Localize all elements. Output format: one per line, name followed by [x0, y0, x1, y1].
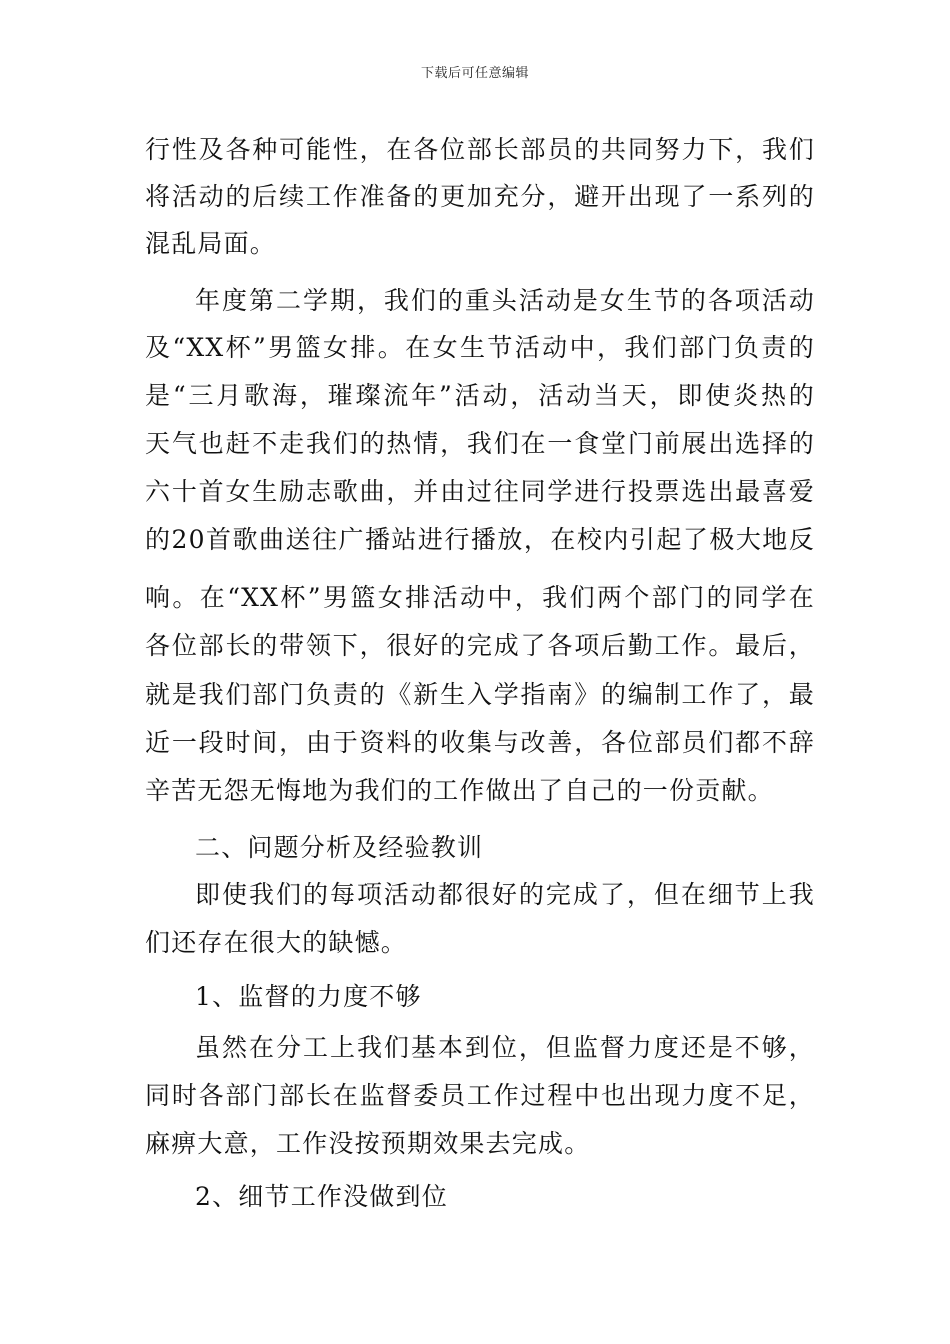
text-line: 将活动的后续工作准备的更加充分，避开出现了一系列的 — [145, 182, 815, 211]
subsection-heading: 2、细节工作没做到位 — [195, 1182, 448, 1211]
page-header: 下载后可任意编辑 — [420, 66, 529, 81]
subsection-heading: 1、监督的力度不够 — [195, 982, 422, 1011]
text-line: 就是我们部门负责的《新生入学指南》的编制工作了，最 — [145, 680, 815, 709]
text-line: 六十首女生励志歌曲，并由过往同学进行投票选出最喜爱 — [145, 477, 815, 506]
text-line: 同时各部门部长在监督委员工作过程中也出现力度不足， — [145, 1081, 815, 1110]
section-heading: 二、问题分析及经验教训 — [195, 833, 484, 862]
text-line: 各位部长的带领下，很好的完成了各项后勤工作。最后， — [145, 631, 815, 660]
text-line: 行性及各种可能性，在各位部长部员的共同努力下，我们 — [145, 135, 815, 164]
text-line: 及“XX杯”男篮女排。在女生节活动中，我们部门负责的 — [145, 333, 815, 362]
text-line: 响。在“XX杯”男篮女排活动中，我们两个部门的同学在 — [145, 583, 815, 612]
text-line: 近一段时间，由于资料的收集与改善，各位部员们都不辞 — [145, 728, 815, 757]
text-line: 年度第二学期，我们的重头活动是女生节的各项活动 — [195, 286, 815, 315]
text-line: 的20首歌曲送往广播站进行播放，在校内引起了极大地反 — [145, 525, 815, 554]
text-line: 们还存在很大的缺憾。 — [145, 928, 408, 957]
text-line: 虽然在分工上我们基本到位，但监督力度还是不够， — [195, 1033, 815, 1062]
text-line: 辛苦无怨无悔地为我们的工作做出了自己的一份贡献。 — [145, 776, 774, 805]
text-line: 即使我们的每项活动都很好的完成了，但在细节上我 — [195, 880, 815, 909]
text-line: 麻痹大意，工作没按预期效果去完成。 — [145, 1129, 591, 1158]
text-line: 混乱局面。 — [145, 229, 277, 258]
text-line: 是“三月歌海，璀璨流年”活动，活动当天，即使炎热的 — [145, 381, 815, 410]
text-line: 天气也赶不走我们的热情，我们在一食堂门前展出选择的 — [145, 429, 815, 458]
